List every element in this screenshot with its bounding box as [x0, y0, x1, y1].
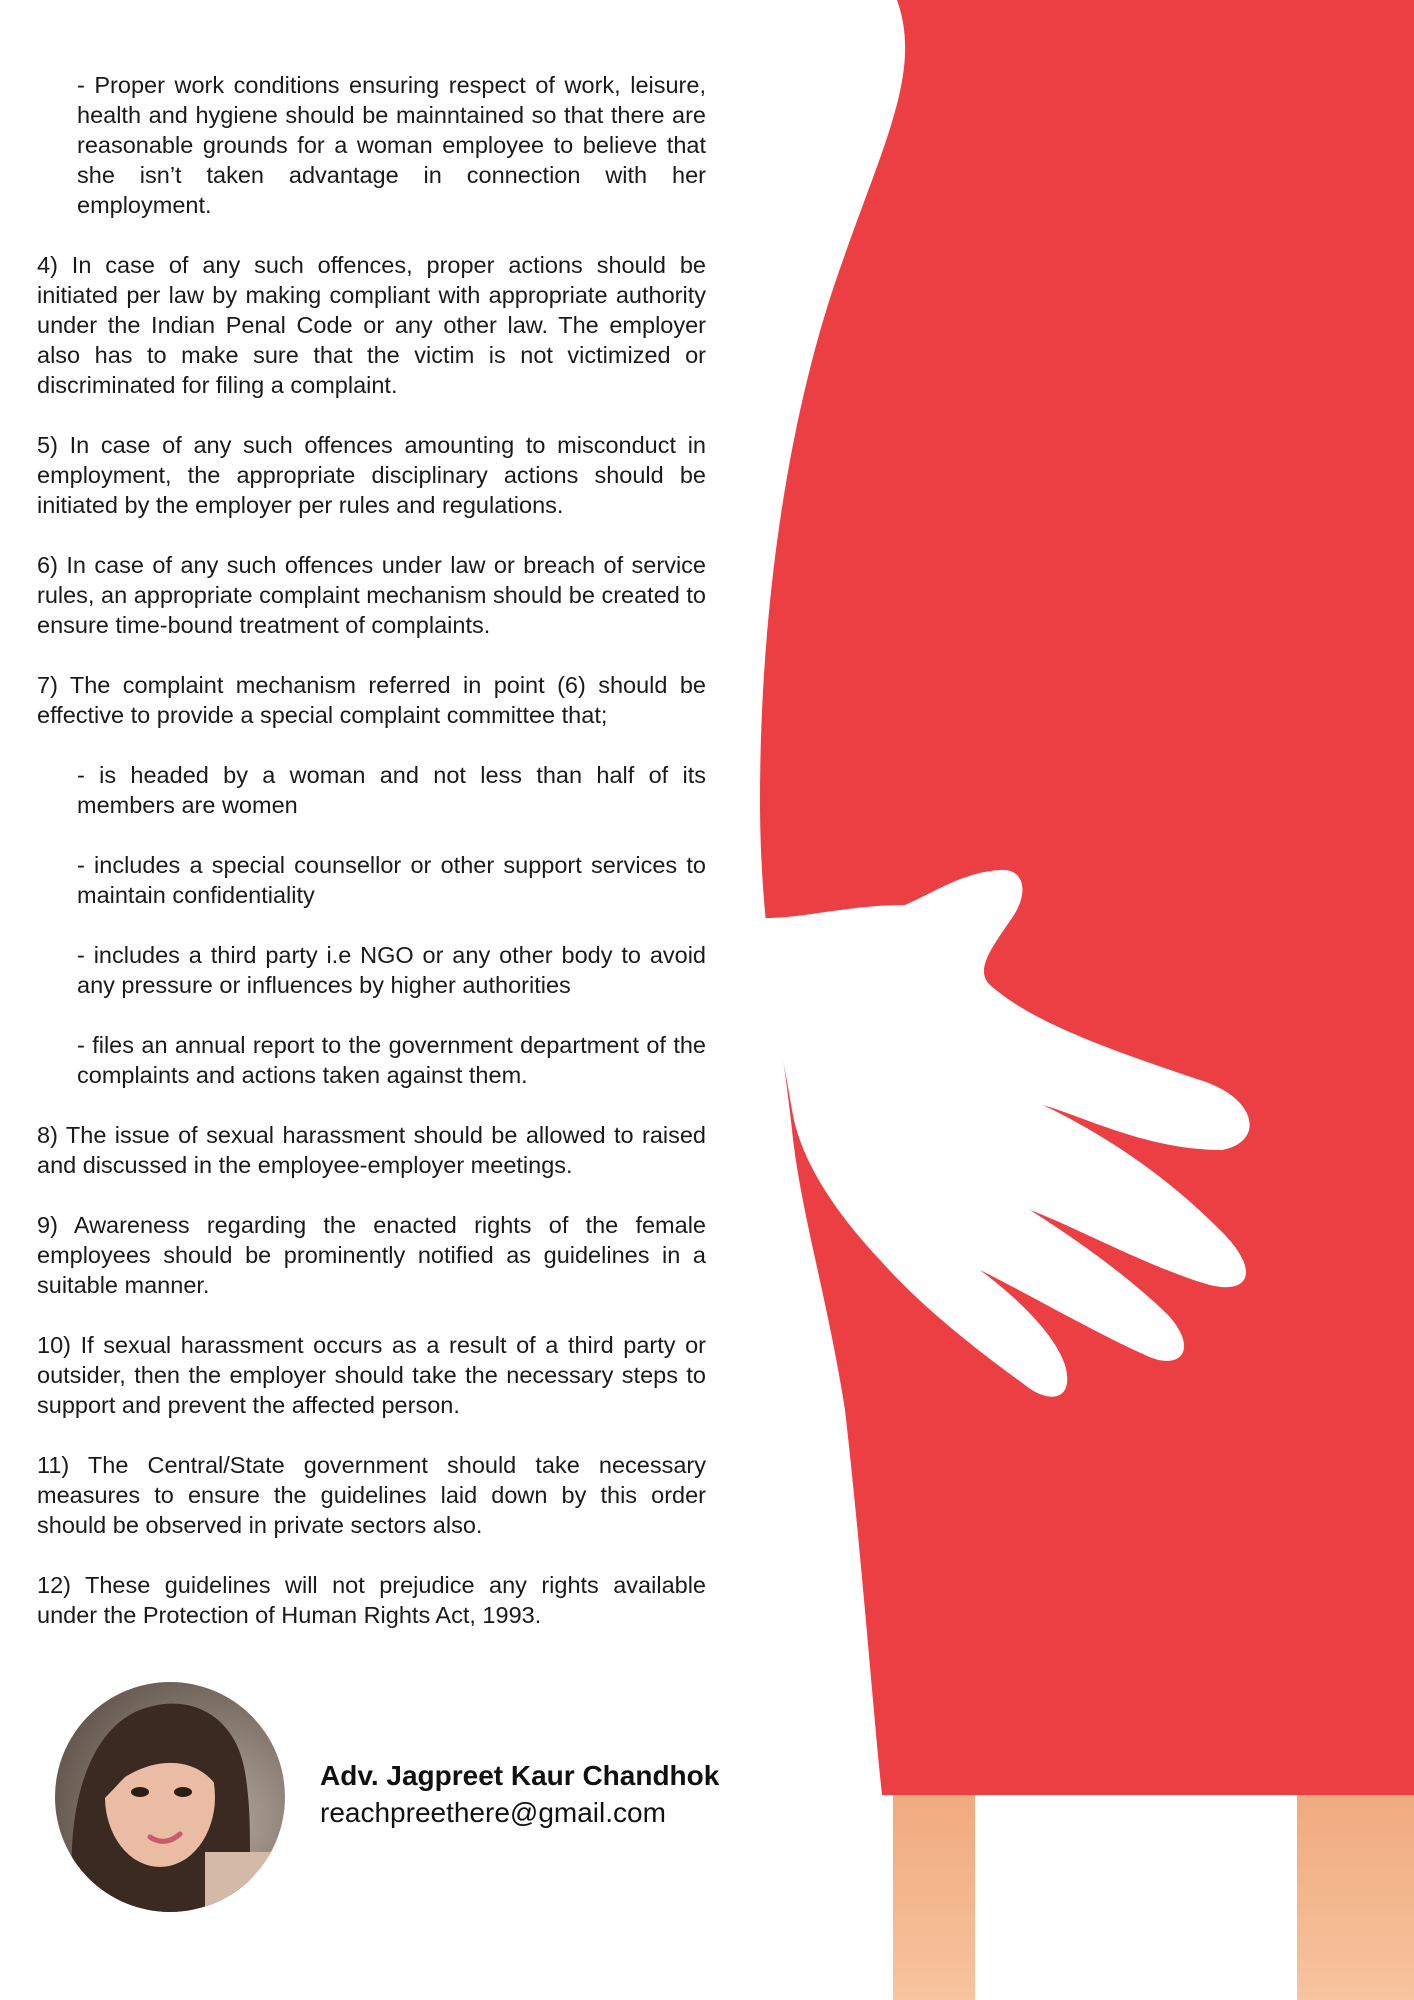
numbered-clause-paragraph: 5) In case of any such offences amounting to misconduct in employment, the appropriate disciplinary actions should be initiated by the employer per rules and regulations. — [37, 432, 706, 518]
numbered-clause-paragraph: 6) In case of any such offences under law or breach of service rules, an appropriate complaint mechanism should be created to ensure time-bound treatment of complaints. — [37, 552, 706, 638]
numbered-clause-paragraph: 8) The issue of sexual harassment should be allowed to raised and discussed in the employee-employer meetings. — [37, 1122, 706, 1178]
numbered-clause-paragraph: 10) If sexual harassment occurs as a result of a third party or outsider, then the employer should take the necessary steps to support and prevent the affected person. — [37, 1332, 706, 1418]
sub-clause-paragraph: - is headed by a woman and not less than half of its members are women — [77, 762, 706, 818]
author-name: Adv. Jagpreet Kaur Chandhok — [320, 1760, 720, 1791]
author-photo — [55, 1682, 285, 1912]
guidelines-text — [37, 70, 706, 1660]
right-leg — [1297, 1770, 1414, 2000]
numbered-clause-paragraph: 4) In case of any such offences, proper actions should be initiated per law by making compliant with appropriate authority under the Indian Penal Code or any other law. The employer also has to make sure that the victim is not victimized or discriminated for filing a complaint. — [37, 252, 706, 398]
left-leg — [893, 1770, 975, 2000]
numbered-clause-paragraph: 9) Awareness regarding the enacted rights of the female employees should be prominently notified as guidelines in a suitable manner. — [37, 1212, 706, 1298]
sub-clause-paragraph: - includes a third party i.e NGO or any other body to avoid any pressure or influences by higher authorities — [77, 942, 706, 998]
numbered-clause-paragraph: 12) These guidelines will not prejudice any rights available under the Protection of Human Rights Act, 1993. — [37, 1572, 706, 1628]
author-email[interactable]: reachpreethere@gmail.com — [320, 1797, 666, 1828]
numbered-clause-paragraph: 11) The Central/State government should take necessary measures to ensure the guidelines laid down by this order should be observed in private sectors also. — [37, 1452, 706, 1538]
sub-clause-paragraph: - files an annual report to the government department of the complaints and actions taken against them. — [77, 1032, 706, 1088]
sub-clause-paragraph: - Proper work conditions ensuring respect of work, leisure, health and hygiene should be mainntained so that there are reasonable grounds for a woman employee to believe that she isn’t taken advantage in connection with her employment. — [77, 72, 706, 218]
numbered-clause-paragraph: 7) The complaint mechanism referred in point (6) should be effective to provide a special complaint committee that; — [37, 672, 706, 728]
sub-clause-paragraph: - includes a special counsellor or other support services to maintain confidentiality — [77, 852, 706, 908]
red-dress — [760, 0, 1414, 1795]
